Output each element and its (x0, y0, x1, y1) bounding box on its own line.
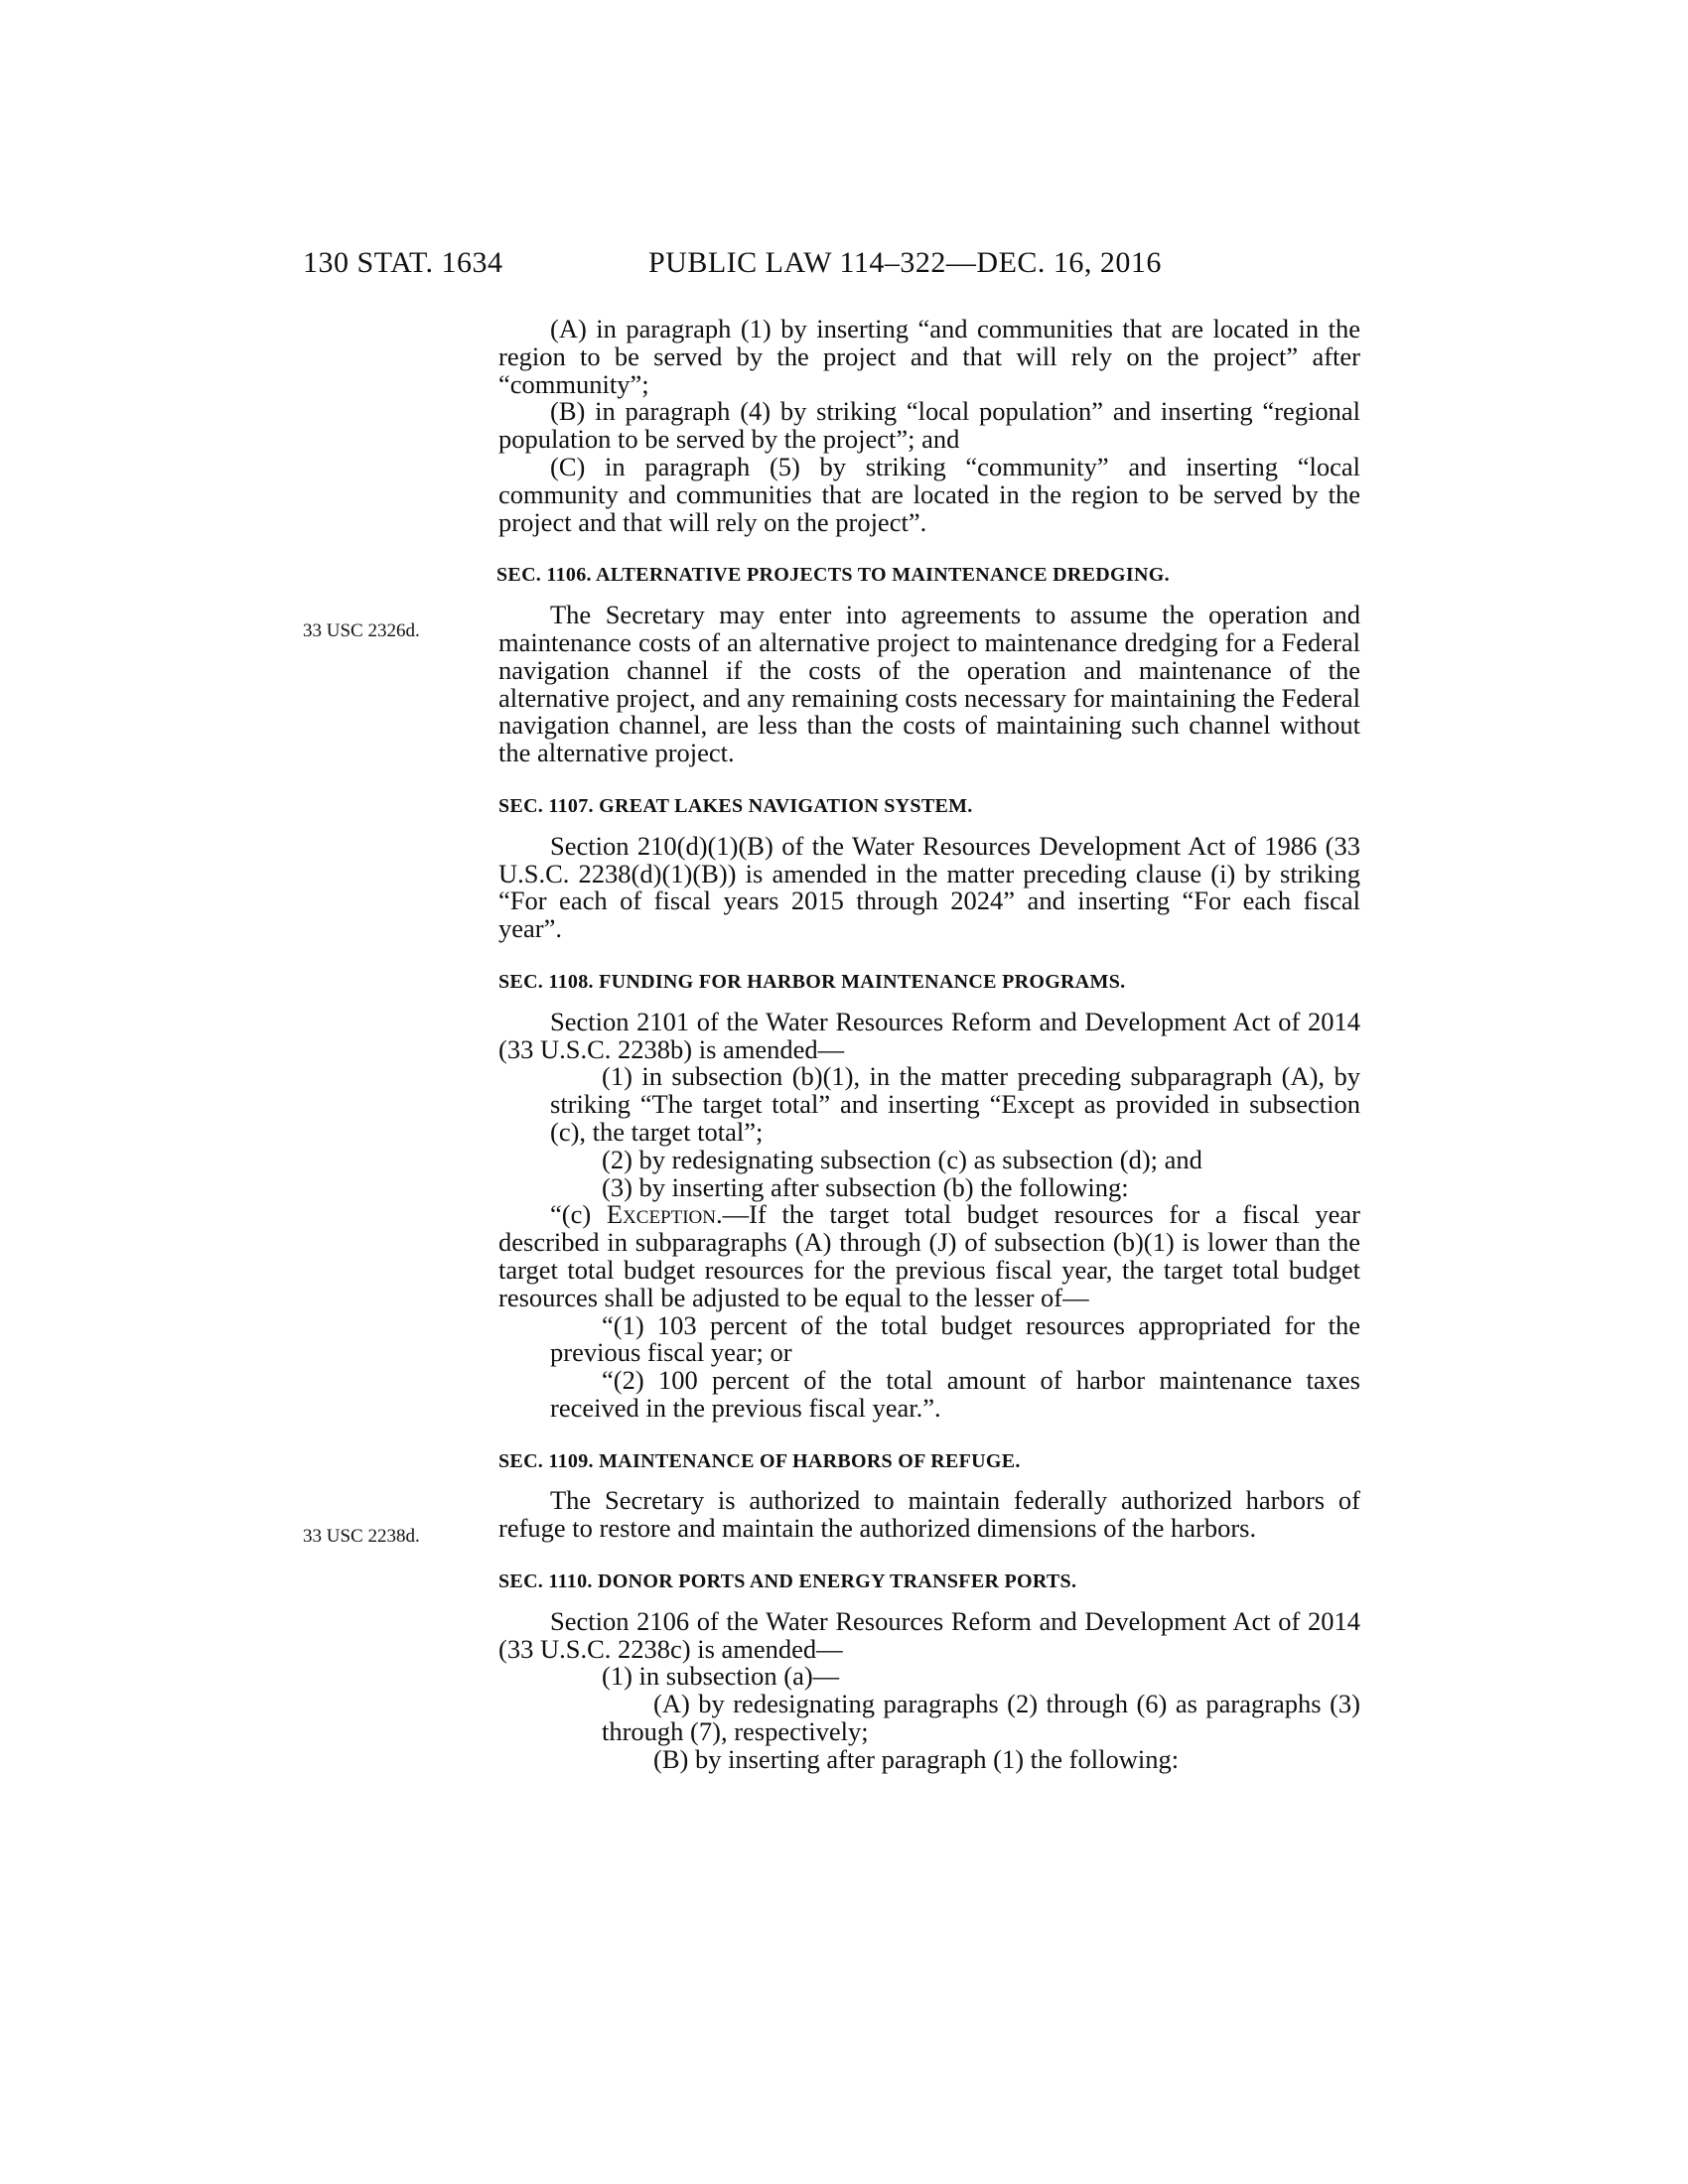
stat-citation: 130 STAT. 1634 (303, 246, 503, 279)
section-1110-item-a: (A) by redesignating paragraphs (2) through (6) as paragraphs (3) through (7), respectively; (602, 1689, 1360, 1747)
section-1108-exception-1: “(1) 103 percent of the total budget resources appropriated for the previous fiscal year; or (550, 1309, 1360, 1368)
amendment-c: (C) in paragraph (5) by striking “community” and inserting “local community and communities that are located in the region to be served by the project and that will rely on the project”. (498, 451, 1360, 537)
section-1106-body: The Secretary may enter into agreements to assume the operation and maintenance costs of an alternative project to maintenance dredging for a Federal navigation channel if the costs of the operation and maintenance of the alternative project, and any remaining costs necessary for maintaining the Federal navigation channel, are less than the costs of maintaining such channel without the alternative project. (498, 600, 1360, 768)
margin-note-usc-2326d: 33 USC 2326d. (303, 620, 420, 641)
page-header (303, 246, 1365, 286)
section-1110-body: Section 2106 of the Water Resources Reform and Development Act of 2014 (33 U.S.C. 2238c) is amended— (498, 1605, 1360, 1664)
amendment-a: (A) in paragraph (1) by inserting “and communities that are located in the region to be served by the project and that will rely on the project” after “community”; (498, 314, 1360, 399)
section-1108-body: Section 2101 of the Water Resources Reform and Development Act of 2014 (33 U.S.C. 2238b) is amended— (498, 1006, 1360, 1064)
section-1108-exception (498, 1201, 1360, 1311)
exception-body: .—If the target total budget resources for a fiscal year described in subparagraphs (A) through (J) of subsection (b)(1) is lower than the target total budget resources for the previous fiscal year, the target total budget resources shall be adjusted to be equal to the lesser of— (498, 1199, 1360, 1312)
section-1108-heading: SEC. 1108. FUNDING FOR HARBOR MAINTENANCE PROGRAMS. (498, 970, 1126, 993)
section-1109-heading: SEC. 1109. MAINTENANCE OF HARBORS OF REFUGE. (498, 1449, 1021, 1472)
section-1108-item-2: (2) by redesignating subsection (c) as subsection (d); and (602, 1144, 1202, 1174)
section-1110-heading: SEC. 1110. DONOR PORTS AND ENERGY TRANSFER PORTS. (498, 1570, 1077, 1593)
section-1110-item-1: (1) in subsection (a)— (602, 1661, 840, 1692)
section-1108-item-3: (3) by inserting after subsection (b) the following: (602, 1171, 1129, 1202)
section-1108-exception-2: “(2) 100 percent of the total amount of harbor maintenance taxes received in the previous fiscal year.”. (550, 1365, 1360, 1423)
exception-prefix: “(c) (550, 1199, 607, 1230)
text-column (498, 316, 1360, 1774)
exception-label: Exception (606, 1199, 716, 1230)
section-1107-heading: SEC. 1107. GREAT LAKES NAVIGATION SYSTEM. (498, 794, 973, 817)
amendment-b: (B) in paragraph (4) by striking “local population” and inserting “regional population to be served by the project”; and (498, 396, 1360, 455)
section-1110-item-b: (B) by inserting after paragraph (1) the following: (653, 1743, 1180, 1774)
section-1107-body: Section 210(d)(1)(B) of the Water Resources Development Act of 1986 (33 U.S.C. 2238(d)(1)(B)) is amended in the matter preceding clause (i) by striking “For each of fiscal years 2015 through 2024” and inserting “For each fiscal year”. (498, 830, 1360, 944)
section-1108-item-1: (1) in subsection (b)(1), in the matter preceding subparagraph (A), by striking “The target total” and inserting “Except as provided in subsection (c), the target total”; (550, 1061, 1360, 1147)
section-1109-body: The Secretary is authorized to maintain federally authorized harbors of refuge to restore and maintain the authorized dimensions of the harbors. (498, 1485, 1360, 1544)
public-law-title: PUBLIC LAW 114–322—DEC. 16, 2016 (648, 246, 1162, 279)
section-1106-heading: SEC. 1106. ALTERNATIVE PROJECTS TO MAINTENANCE DREDGING. (496, 564, 1170, 587)
margin-note-usc-2238d: 33 USC 2238d. (303, 1526, 420, 1547)
